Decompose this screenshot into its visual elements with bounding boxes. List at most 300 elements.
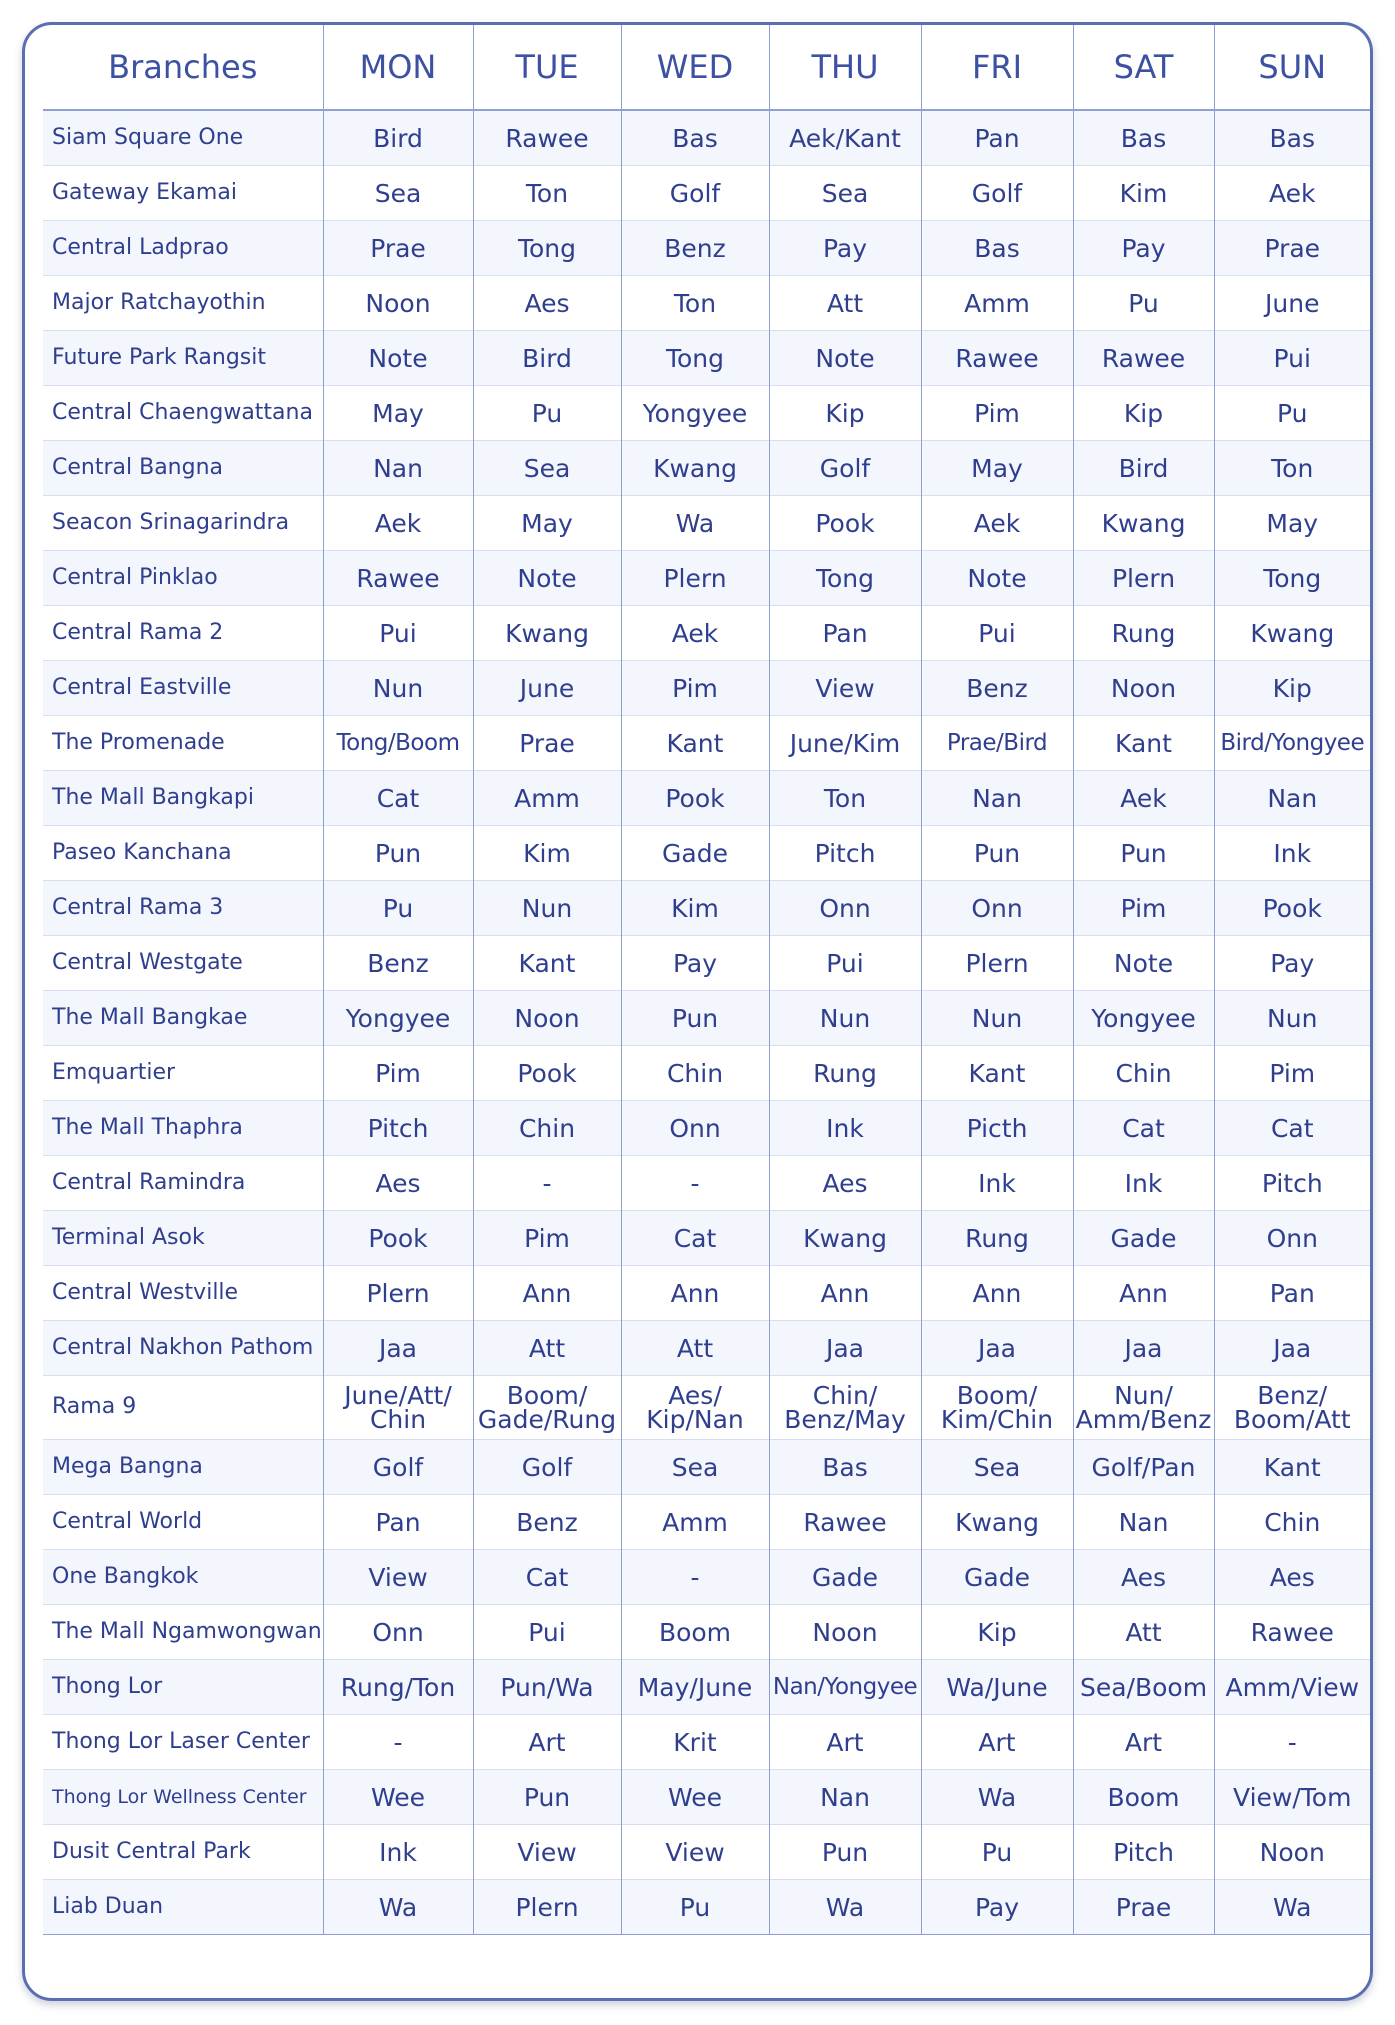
shift-cell: - <box>323 1715 473 1770</box>
branch-name-cell: Central Chaengwattana <box>43 386 323 441</box>
shift-cell: Aes <box>1073 1550 1214 1605</box>
shift-cell: Sea <box>323 166 473 221</box>
shift-cell: Aes <box>1214 1550 1370 1605</box>
header-mon: MON <box>323 25 473 110</box>
table-row <box>43 441 1370 496</box>
shift-cell: Golf <box>473 1440 621 1495</box>
shift-cell: Kwang <box>1214 606 1370 661</box>
table-row <box>43 881 1370 936</box>
shift-cell: Aek <box>621 606 769 661</box>
shift-cell: Onn <box>769 881 921 936</box>
shift-cell: Aek/Kant <box>769 110 921 166</box>
shift-cell: Ann <box>621 1266 769 1321</box>
shift-cell: Kant <box>473 936 621 991</box>
shift-cell: Pim <box>473 1211 621 1266</box>
shift-cell: Pook <box>769 496 921 551</box>
shift-cell: Att <box>621 1321 769 1376</box>
shift-cell: Cat <box>473 1550 621 1605</box>
shift-cell: Att <box>473 1321 621 1376</box>
table-row <box>43 166 1370 221</box>
branch-name-cell: Rama 9 <box>43 1376 323 1440</box>
branch-name-cell: Siam Square One <box>43 110 323 166</box>
shift-cell: Rawee <box>769 1495 921 1550</box>
table-row <box>43 1550 1370 1605</box>
header-sat: SAT <box>1073 25 1214 110</box>
shift-cell: Nan <box>769 1770 921 1825</box>
shift-cell: Sea <box>621 1440 769 1495</box>
header-row <box>43 25 1370 110</box>
table-row <box>43 1321 1370 1376</box>
shift-cell: Jaa <box>323 1321 473 1376</box>
shift-cell: Aek <box>1214 166 1370 221</box>
table-row <box>43 661 1370 716</box>
shift-cell: Rawee <box>921 331 1073 386</box>
shift-cell: Pun <box>323 826 473 881</box>
table-row <box>43 1211 1370 1266</box>
shift-cell: Bird <box>473 331 621 386</box>
shift-cell: Pay <box>921 1880 1073 1935</box>
shift-cell: Boom <box>621 1605 769 1660</box>
shift-cell: Cat <box>621 1211 769 1266</box>
branch-name-cell: Mega Bangna <box>43 1440 323 1495</box>
shift-cell: Pui <box>473 1605 621 1660</box>
header-fri: FRI <box>921 25 1073 110</box>
shift-cell: Tong <box>1214 551 1370 606</box>
table-row <box>43 1715 1370 1770</box>
branch-name-cell: The Promenade <box>43 716 323 771</box>
shift-cell: June <box>1214 276 1370 331</box>
table-row <box>43 1046 1370 1101</box>
branch-name-cell: The Mall Bangkae <box>43 991 323 1046</box>
shift-cell: Chin <box>621 1046 769 1101</box>
branch-name-cell: The Mall Bangkapi <box>43 771 323 826</box>
shift-cell: Benz <box>323 936 473 991</box>
table-row <box>43 1880 1370 1935</box>
shift-cell: Picth <box>921 1101 1073 1156</box>
shift-cell: Gade <box>1073 1211 1214 1266</box>
shift-cell: June/Kim <box>769 716 921 771</box>
shift-cell: Pu <box>1073 276 1214 331</box>
branch-name-cell: Thong Lor Wellness Center <box>43 1770 323 1825</box>
shift-cell: Pui <box>323 606 473 661</box>
shift-cell: Bas <box>1073 110 1214 166</box>
shift-cell: Golf/Pan <box>1073 1440 1214 1495</box>
shift-cell: Kim <box>473 826 621 881</box>
shift-cell: Kip <box>1073 386 1214 441</box>
shift-cell: Noon <box>323 276 473 331</box>
shift-cell: Cat <box>1073 1101 1214 1156</box>
shift-cell: Cat <box>1214 1101 1370 1156</box>
shift-cell: Wa <box>621 496 769 551</box>
shift-cell: May/June <box>621 1660 769 1715</box>
shift-cell: Golf <box>323 1440 473 1495</box>
shift-cell: Gade <box>769 1550 921 1605</box>
table-row <box>43 936 1370 991</box>
shift-cell: Gade <box>921 1550 1073 1605</box>
shift-cell: Pan <box>1214 1266 1370 1321</box>
shift-cell: Note <box>921 551 1073 606</box>
shift-cell: Jaa <box>1073 1321 1214 1376</box>
branch-name-cell: Emquartier <box>43 1046 323 1101</box>
shift-cell: Kwang <box>1073 496 1214 551</box>
shift-cell: Kim <box>621 881 769 936</box>
shift-cell: Nun <box>473 881 621 936</box>
shift-cell: Amm <box>621 1495 769 1550</box>
shift-cell: Bas <box>1214 110 1370 166</box>
shift-cell: Kip <box>921 1605 1073 1660</box>
shift-cell: Tong/Boom <box>323 716 473 771</box>
shift-cell: View/Tom <box>1214 1770 1370 1825</box>
shift-cell: Rung <box>921 1211 1073 1266</box>
branch-name-cell: Major Ratchayothin <box>43 276 323 331</box>
table-row <box>43 1440 1370 1495</box>
shift-cell: Aes <box>323 1156 473 1211</box>
shift-cell: Onn <box>921 881 1073 936</box>
branch-name-cell: Central Bangna <box>43 441 323 496</box>
schedule-card <box>22 22 1373 2001</box>
shift-cell: Bird <box>323 110 473 166</box>
shift-cell: View <box>621 1825 769 1880</box>
shift-cell: Pu <box>921 1825 1073 1880</box>
shift-cell: Kwang <box>621 441 769 496</box>
branch-name-cell: Central Rama 2 <box>43 606 323 661</box>
shift-cell: Pitch <box>1073 1825 1214 1880</box>
shift-cell: Pun <box>473 1770 621 1825</box>
shift-cell: Noon <box>769 1605 921 1660</box>
shift-cell: Plern <box>921 936 1073 991</box>
table-row <box>43 1495 1370 1550</box>
shift-cell: Nan <box>921 771 1073 826</box>
shift-cell: Wa/June <box>921 1660 1073 1715</box>
shift-cell: Prae/Bird <box>921 716 1073 771</box>
shift-cell: Kim <box>1073 166 1214 221</box>
branch-name-cell: Central Ramindra <box>43 1156 323 1211</box>
shift-cell: Ink <box>769 1101 921 1156</box>
shift-cell: Pan <box>323 1495 473 1550</box>
shift-cell: Kwang <box>921 1495 1073 1550</box>
shift-cell: View <box>473 1825 621 1880</box>
shift-cell: Benz <box>621 221 769 276</box>
shift-cell: Pui <box>1214 331 1370 386</box>
branch-name-cell: The Mall Ngamwongwan <box>43 1605 323 1660</box>
shift-cell: Yongyee <box>1073 991 1214 1046</box>
shift-cell: June <box>473 661 621 716</box>
shift-cell: Aek <box>323 496 473 551</box>
shift-cell: Ton <box>769 771 921 826</box>
branch-name-cell: One Bangkok <box>43 1550 323 1605</box>
shift-cell: Sea/Boom <box>1073 1660 1214 1715</box>
table-row <box>43 276 1370 331</box>
shift-cell: Ink <box>921 1156 1073 1211</box>
shift-cell: Ink <box>323 1825 473 1880</box>
shift-cell: Tong <box>769 551 921 606</box>
branch-name-cell: Thong Lor <box>43 1660 323 1715</box>
shift-cell: Bird <box>1073 441 1214 496</box>
shift-cell: Pim <box>323 1046 473 1101</box>
table-row <box>43 1376 1370 1440</box>
shift-cell: Ann <box>921 1266 1073 1321</box>
shift-cell: Rung/Ton <box>323 1660 473 1715</box>
shift-cell: Wa <box>769 1880 921 1935</box>
shift-cell: Ann <box>473 1266 621 1321</box>
branch-name-cell: Central Nakhon Pathom <box>43 1321 323 1376</box>
shift-cell: Note <box>473 551 621 606</box>
shift-cell: Chin <box>1214 1495 1370 1550</box>
shift-cell: Benz/ Boom/Att <box>1214 1376 1370 1440</box>
shift-cell: Pay <box>621 936 769 991</box>
shift-cell: Prae <box>1073 1880 1214 1935</box>
table-row <box>43 606 1370 661</box>
shift-cell: Jaa <box>769 1321 921 1376</box>
branch-name-cell: Seacon Srinagarindra <box>43 496 323 551</box>
shift-cell: Pun <box>921 826 1073 881</box>
shift-cell: Golf <box>621 166 769 221</box>
shift-cell: Kant <box>1073 716 1214 771</box>
branch-name-cell: Thong Lor Laser Center <box>43 1715 323 1770</box>
shift-cell: Nun <box>769 991 921 1046</box>
shift-cell: May <box>473 496 621 551</box>
shift-cell: Pu <box>323 881 473 936</box>
shift-cell: Kip <box>769 386 921 441</box>
shift-cell: Kant <box>621 716 769 771</box>
branch-name-cell: Central Ladprao <box>43 221 323 276</box>
shift-cell: Amm/View <box>1214 1660 1370 1715</box>
shift-cell: Yongyee <box>621 386 769 441</box>
shift-cell: Aek <box>1073 771 1214 826</box>
shift-cell: Pun/Wa <box>473 1660 621 1715</box>
shift-cell: Golf <box>921 166 1073 221</box>
shift-cell: - <box>1214 1715 1370 1770</box>
shift-cell: Nun <box>323 661 473 716</box>
shift-cell: Rung <box>1073 606 1214 661</box>
shift-cell: Gade <box>621 826 769 881</box>
shift-cell: Ton <box>473 166 621 221</box>
shift-cell: Pui <box>921 606 1073 661</box>
table-row <box>43 1770 1370 1825</box>
shift-cell: Krit <box>621 1715 769 1770</box>
shift-cell: Wee <box>323 1770 473 1825</box>
shift-cell: Prae <box>1214 221 1370 276</box>
shift-cell: Pun <box>769 1825 921 1880</box>
shift-cell: Pun <box>621 991 769 1046</box>
shift-cell: Kwang <box>473 606 621 661</box>
shift-cell: Plern <box>323 1266 473 1321</box>
branch-name-cell: Central Westville <box>43 1266 323 1321</box>
shift-cell: Benz <box>473 1495 621 1550</box>
table-row <box>43 1825 1370 1880</box>
header-tue: TUE <box>473 25 621 110</box>
table-row <box>43 221 1370 276</box>
table-row <box>43 551 1370 606</box>
shift-cell: Rawee <box>473 110 621 166</box>
shift-cell: Note <box>769 331 921 386</box>
table-row <box>43 771 1370 826</box>
shift-cell: Pu <box>621 1880 769 1935</box>
shift-cell: Nan/Yongyee <box>769 1660 921 1715</box>
shift-cell: Jaa <box>921 1321 1073 1376</box>
shift-cell: Wa <box>323 1880 473 1935</box>
shift-cell: Aes <box>769 1156 921 1211</box>
shift-cell: Art <box>1073 1715 1214 1770</box>
shift-cell: Onn <box>1214 1211 1370 1266</box>
shift-cell: Pitch <box>769 826 921 881</box>
shift-cell: May <box>323 386 473 441</box>
shift-cell: Ann <box>769 1266 921 1321</box>
shift-cell: Nan <box>1214 771 1370 826</box>
shift-cell: Nun/ Amm/Benz <box>1073 1376 1214 1440</box>
shift-cell: Ton <box>621 276 769 331</box>
shift-cell: Ann <box>1073 1266 1214 1321</box>
shift-cell: Wee <box>621 1770 769 1825</box>
branch-name-cell: Central Eastville <box>43 661 323 716</box>
table-row <box>43 1156 1370 1211</box>
shift-cell: Nun <box>921 991 1073 1046</box>
table-row <box>43 496 1370 551</box>
shift-cell: Onn <box>323 1605 473 1660</box>
shift-cell: Art <box>769 1715 921 1770</box>
table-row <box>43 1101 1370 1156</box>
branch-name-cell: Gateway Ekamai <box>43 166 323 221</box>
shift-cell: - <box>621 1550 769 1605</box>
shift-cell: Kant <box>921 1046 1073 1101</box>
header-branches: Branches <box>43 25 323 110</box>
shift-cell: Note <box>1073 936 1214 991</box>
shift-cell: Rawee <box>1214 1605 1370 1660</box>
shift-cell: Amm <box>473 771 621 826</box>
shift-cell: Chin <box>1073 1046 1214 1101</box>
shift-cell: - <box>621 1156 769 1211</box>
shift-cell: June/Att/ Chin <box>323 1376 473 1440</box>
shift-cell: Chin <box>473 1101 621 1156</box>
branch-name-cell: Central Westgate <box>43 936 323 991</box>
shift-cell: Ink <box>1073 1156 1214 1211</box>
shift-cell: Pitch <box>1214 1156 1370 1211</box>
table-row <box>43 1605 1370 1660</box>
shift-cell: Amm <box>921 276 1073 331</box>
shift-cell: Pan <box>921 110 1073 166</box>
shift-cell: Chin/ Benz/May <box>769 1376 921 1440</box>
shift-cell: Pay <box>1214 936 1370 991</box>
shift-cell: Rawee <box>1073 331 1214 386</box>
table-row <box>43 386 1370 441</box>
shift-cell: Att <box>769 276 921 331</box>
branch-name-cell: Dusit Central Park <box>43 1825 323 1880</box>
shift-cell: Rawee <box>323 551 473 606</box>
shift-cell: Pui <box>769 936 921 991</box>
shift-cell: View <box>769 661 921 716</box>
shift-cell: Prae <box>323 221 473 276</box>
shift-cell: Wa <box>921 1770 1073 1825</box>
shift-cell: Att <box>1073 1605 1214 1660</box>
shift-cell: Prae <box>473 716 621 771</box>
shift-cell: Pan <box>769 606 921 661</box>
shift-cell: Note <box>323 331 473 386</box>
table-row <box>43 716 1370 771</box>
shift-cell: Yongyee <box>323 991 473 1046</box>
shift-cell: Kwang <box>769 1211 921 1266</box>
shift-cell: Cat <box>323 771 473 826</box>
shift-cell: Pook <box>473 1046 621 1101</box>
shift-cell: Sea <box>473 441 621 496</box>
shift-cell: Pun <box>1073 826 1214 881</box>
shift-cell: Tong <box>473 221 621 276</box>
shift-cell: Ink <box>1214 826 1370 881</box>
shift-cell: Noon <box>1214 1825 1370 1880</box>
shift-cell: Aes/ Kip/Nan <box>621 1376 769 1440</box>
branch-name-cell: Central Pinklao <box>43 551 323 606</box>
branch-schedule-table <box>43 25 1370 1935</box>
branch-name-cell: Central World <box>43 1495 323 1550</box>
shift-cell: Pu <box>473 386 621 441</box>
shift-cell: Pitch <box>323 1101 473 1156</box>
shift-cell: Kip <box>1214 661 1370 716</box>
shift-cell: Benz <box>921 661 1073 716</box>
shift-cell: Wa <box>1214 1880 1370 1935</box>
shift-cell: Bas <box>769 1440 921 1495</box>
branch-name-cell: Future Park Rangsit <box>43 331 323 386</box>
branch-name-cell: Terminal Asok <box>43 1211 323 1266</box>
shift-cell: Golf <box>769 441 921 496</box>
shift-cell: Pim <box>1073 881 1214 936</box>
shift-cell: Bas <box>921 221 1073 276</box>
shift-cell: Boom/ Kim/Chin <box>921 1376 1073 1440</box>
shift-cell: May <box>1214 496 1370 551</box>
shift-cell: Ton <box>1214 441 1370 496</box>
table-row <box>43 110 1370 166</box>
header-wed: WED <box>621 25 769 110</box>
shift-cell: Kant <box>1214 1440 1370 1495</box>
branch-name-cell: Paseo Kanchana <box>43 826 323 881</box>
shift-cell: Plern <box>473 1880 621 1935</box>
shift-cell: Art <box>473 1715 621 1770</box>
table-row <box>43 991 1370 1046</box>
shift-cell: Nan <box>1073 1495 1214 1550</box>
shift-cell: Plern <box>621 551 769 606</box>
shift-cell: Art <box>921 1715 1073 1770</box>
shift-cell: Rung <box>769 1046 921 1101</box>
shift-cell: Pay <box>769 221 921 276</box>
shift-cell: Onn <box>621 1101 769 1156</box>
shift-cell: Pook <box>323 1211 473 1266</box>
branch-name-cell: The Mall Thaphra <box>43 1101 323 1156</box>
shift-cell: Nan <box>323 441 473 496</box>
shift-cell: Bas <box>621 110 769 166</box>
shift-cell: - <box>473 1156 621 1211</box>
shift-cell: May <box>921 441 1073 496</box>
shift-cell: Bird/Yongyee <box>1214 716 1370 771</box>
branch-name-cell: Central Rama 3 <box>43 881 323 936</box>
table-row <box>43 1266 1370 1321</box>
shift-cell: Sea <box>769 166 921 221</box>
table-row <box>43 331 1370 386</box>
shift-cell: Aes <box>473 276 621 331</box>
shift-cell: Aek <box>921 496 1073 551</box>
shift-cell: Pook <box>1214 881 1370 936</box>
shift-cell: Pim <box>1214 1046 1370 1101</box>
shift-cell: Boom <box>1073 1770 1214 1825</box>
shift-cell: View <box>323 1550 473 1605</box>
shift-cell: Boom/ Gade/Rung <box>473 1376 621 1440</box>
header-thu: THU <box>769 25 921 110</box>
shift-cell: Pay <box>1073 221 1214 276</box>
shift-cell: Tong <box>621 331 769 386</box>
shift-cell: Nun <box>1214 991 1370 1046</box>
shift-cell: Plern <box>1073 551 1214 606</box>
shift-cell: Jaa <box>1214 1321 1370 1376</box>
branch-name-cell: Liab Duan <box>43 1880 323 1935</box>
table-row <box>43 1660 1370 1715</box>
header-sun: SUN <box>1214 25 1370 110</box>
